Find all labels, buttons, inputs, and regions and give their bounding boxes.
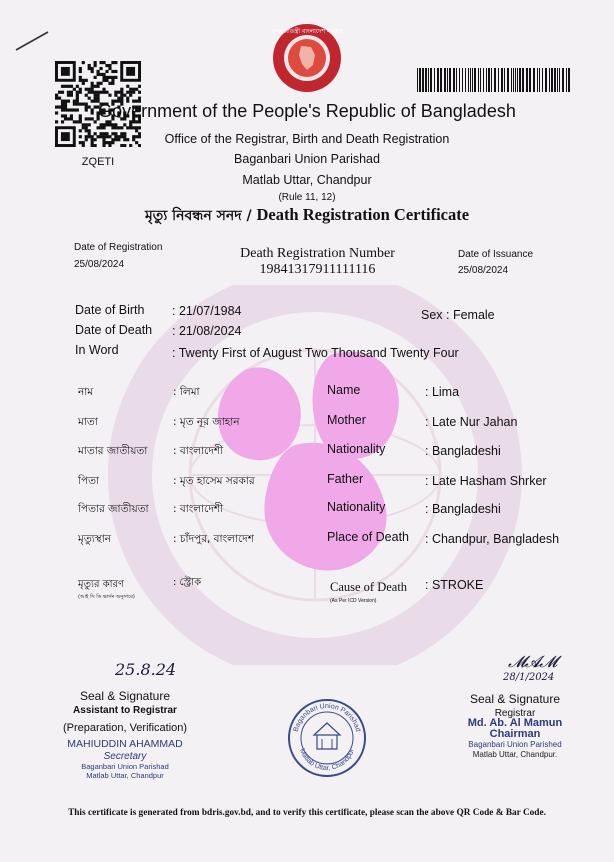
union-parishad-seal bbox=[286, 697, 368, 779]
svg-text:Matlab Uttar, Chandpur bbox=[298, 747, 356, 772]
left-title: Secretary bbox=[103, 751, 147, 762]
government-name: Government of the People's Republic of Bangladesh bbox=[98, 101, 516, 121]
row-label-en: Mother bbox=[327, 413, 366, 427]
rule-reference: (Rule 11, 12) bbox=[278, 192, 336, 203]
emblem-caption: গণপ্রজাতন্ত্রী বাংলাদেশ সরকার bbox=[271, 28, 343, 35]
row-value-en: : Chandpur, Bangladesh bbox=[425, 532, 560, 546]
cause-note-bn: (আই সি ডি ভার্সন অনুসারে) bbox=[78, 594, 135, 600]
reg-date-label: Date of Registration bbox=[74, 242, 163, 253]
row-label-bn: মৃত্যুস্থান bbox=[78, 533, 112, 545]
left-org: Baganbari Union Parishad bbox=[81, 762, 169, 771]
reg-number-value: 19841317911111116 bbox=[259, 262, 376, 277]
left-name: MAHIUDDIN AHAMMAD bbox=[67, 738, 183, 750]
location-name: Matlab Uttar, Chandpur bbox=[242, 173, 372, 187]
seal-text-top: Baganbari Union Parishad bbox=[292, 703, 362, 733]
certificate-title bbox=[0, 204, 614, 228]
office-name: Office of the Registrar, Birth and Death Registration bbox=[164, 132, 450, 146]
cause-label-bn: মৃত্যুর কারণ bbox=[78, 579, 125, 590]
issue-date-label: Date of Issuance bbox=[458, 249, 534, 260]
inword-value: : Twenty First of August Two Thousand Twenty Four bbox=[172, 346, 459, 360]
inword-label: In Word bbox=[75, 343, 119, 357]
cause-value-bn: : স্ট্রোক bbox=[173, 577, 202, 588]
row-value-bn: : চাঁদপুর, বাংলাদেশ bbox=[173, 533, 254, 545]
row-value-bn: : বাংলাদেশী bbox=[173, 503, 224, 515]
reg-number-label: Death Registration Number bbox=[240, 246, 395, 261]
right-handwritten-signature: 𝓜𝓐𝓜 bbox=[508, 652, 557, 671]
title-en: Death Registration Certificate bbox=[256, 205, 470, 224]
row-label-bn: মাতার জাতীয়তা bbox=[78, 445, 148, 457]
row-value-bn: : মৃত নূর জাহান bbox=[173, 416, 240, 428]
death-value: : 21/08/2024 bbox=[172, 324, 242, 338]
row-label-bn: পিতা bbox=[78, 475, 100, 487]
cause-label-en: Cause of Death bbox=[330, 580, 408, 594]
row-label-en: Place of Death bbox=[327, 530, 409, 544]
row-value-en: : Bangladeshi bbox=[425, 444, 501, 458]
barcode[interactable] bbox=[417, 68, 574, 92]
right-org: Baganbari Union Parished bbox=[468, 740, 562, 749]
seal-text-bottom: Matlab Uttar, Chandpur bbox=[298, 747, 356, 773]
row-value-bn: : বাংলাদেশী bbox=[173, 445, 224, 457]
row-label-en: Father bbox=[327, 472, 364, 486]
title-bn: মৃত্যু নিবন্ধন সনদ / bbox=[144, 208, 257, 224]
left-role: Assistant to Registrar bbox=[73, 705, 177, 716]
reg-date-value: 25/08/2024 bbox=[74, 259, 125, 270]
birth-label: Date of Birth bbox=[75, 303, 145, 317]
cause-note-en: (As Per ICD Version) bbox=[330, 598, 377, 604]
left-handwritten-signature: 25.8.24 bbox=[115, 660, 177, 679]
right-seal-label: Seal & Signature bbox=[469, 692, 561, 706]
row-label-bn: নাম bbox=[78, 386, 94, 398]
qr-code-text: ZQETI bbox=[81, 156, 115, 168]
left-seal-label: Seal & Signature bbox=[79, 689, 171, 703]
row-label-bn: মাতা bbox=[78, 416, 98, 428]
left-place: Matlab Uttar, Chandpur bbox=[86, 771, 164, 780]
government-emblem bbox=[271, 22, 343, 94]
pen-mark bbox=[12, 28, 52, 58]
row-value-bn: : মৃত হাসেম সরকার bbox=[173, 475, 255, 487]
row-label-en: Nationality bbox=[327, 442, 386, 456]
row-value-en: : Late Nur Jahan bbox=[425, 415, 518, 429]
row-label-en: Nationality bbox=[327, 500, 386, 514]
row-value-en: : Bangladeshi bbox=[425, 502, 501, 516]
death-label: Date of Death bbox=[75, 323, 153, 337]
row-value-en: : Late Hasham Shrker bbox=[425, 474, 547, 488]
row-label-bn: পিতার জাতীয়তা bbox=[78, 503, 149, 515]
right-role: Registrar bbox=[494, 708, 536, 719]
cause-value-en: : STROKE bbox=[425, 578, 484, 592]
row-value-en: : Lima bbox=[425, 385, 460, 399]
right-name: Md. Ab. Al Mamun bbox=[467, 717, 563, 729]
row-label-en: Name bbox=[327, 383, 361, 397]
sex-value: Sex : Female bbox=[421, 308, 495, 322]
right-place: Matlab Uttar, Chandpur. bbox=[472, 750, 558, 759]
footer-note: This certificate is generated from bdris.gov.bd, and to verify this certificate, please scan the above QR Code & Bar Code. bbox=[68, 808, 546, 818]
union-name: Baganbari Union Parishad bbox=[234, 152, 380, 166]
right-title: Chairman bbox=[489, 728, 541, 740]
left-role-note: (Preparation, Verification) bbox=[62, 722, 188, 734]
birth-value: : 21/07/1984 bbox=[172, 304, 242, 318]
issue-date-value: 25/08/2024 bbox=[458, 265, 509, 276]
row-value-bn: : লিমা bbox=[173, 386, 200, 398]
right-handwritten-date: 28/1/2024 bbox=[503, 672, 555, 683]
